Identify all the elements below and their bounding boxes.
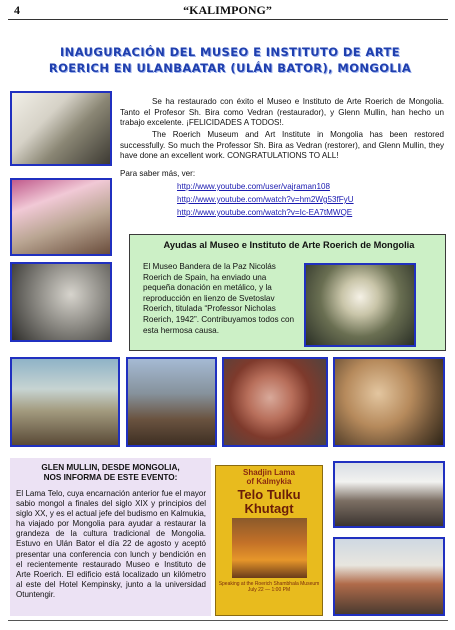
- mullin-heading-line2: NOS INFORMA DE ESTE EVENTO:: [43, 473, 178, 482]
- running-title: “KALIMPONG”: [183, 3, 272, 17]
- youtube-link-3[interactable]: http://www.youtube.com/watch?v=Ic-EA7tMWQE: [177, 208, 353, 217]
- footer-rule: [8, 620, 448, 621]
- aid-box-title: Ayudas al Museo e Instituto de Arte Roerich de Mongolia: [163, 240, 415, 250]
- poster-name2: Khutagt: [244, 501, 294, 516]
- paragraph-english: The Roerich Museum and Art Institute in Mongolia has been restored successfully. So much the Professor Sh. Bira as Vedran (restorer), and Glenn Mullin, they have done an excellent work. CONGRATULATIONS TO ALL!: [120, 130, 444, 161]
- more-info-label: Para saber más, ver:: [120, 169, 196, 178]
- photo-crowd-outside: [333, 537, 445, 616]
- youtube-link-2[interactable]: http://www.youtube.com/watch?v=hm2Wg53fFyU: [177, 195, 354, 204]
- photo-museum-exterior: [333, 461, 445, 528]
- poster-name1: Telo Tulku: [237, 487, 301, 502]
- photo-lama-blessing: [10, 178, 112, 256]
- poster-line1: Shadjin Lama: [242, 468, 295, 477]
- photo-glenn-mullin: [222, 357, 328, 447]
- article-title-line1: INAUGURACIÓN DEL MUSEO E INSTITUTO DE ARTE: [60, 45, 400, 59]
- photo-roerich-portrait: [10, 357, 120, 447]
- poster-subtitle: [215, 468, 323, 486]
- mullin-box-text: El Lama Telo, cuya encarnación anterior fue el mayor sabio mongol a finales del siglo XIX y principios del siglo XX, y es el actual jefe del budismo en Kalmukia, ha viajado por Mongolia para ayudar a restaurar la grandeza de la cultura tradicional de Mongolia. Estuvo en Ulán Bator el día 22 de agosto y aceptó presentar una conferencia con lunch y bendición en el recientemente restaurado Museo e Instituto de Arte Roerich. El edificio está localizado un kilómetro al este del Hotel Kempinsky, junto a la universidad Otuntengir.: [16, 489, 206, 599]
- photo-historical-bw: [10, 262, 112, 342]
- paragraph-spanish: Se ha restaurado con éxito el Museo e Instituto de Arte Roerich de Mongolia. Tanto el Profesor Sh. Bira como Vedran (restaurador), y Glenn Mullin, han hecho un trabajo excelente. ¡FELICIDADES A TODOS!.: [120, 97, 444, 128]
- mullin-heading-line1: GLEN MULLIN, DESDE MONGOLIA,: [41, 463, 180, 472]
- mullin-box-heading: [14, 463, 207, 483]
- article-title: [20, 44, 440, 76]
- photo-museum-building: [126, 357, 217, 447]
- poster-photo: [232, 518, 307, 578]
- page-number: 4: [14, 3, 20, 17]
- poster-line2: of Kalmykia: [246, 477, 292, 486]
- header-rule: [8, 19, 448, 20]
- article-title-line2: ROERICH EN ULANBAATAR (ULÁN BATOR), MONGOLIA: [48, 61, 412, 75]
- photo-elder-portrait: [333, 357, 445, 447]
- aid-box-text: El Museo Bandera de la Paz Nicolás Roerich de Spain, ha enviado una pequeña donación en metálico, y la reproducción en lienzo de Svetoslav Roerich, titulada “Professor Nicholas Roerich, 1942”. Contribuyamos todos con esta hermosa causa.: [143, 262, 295, 335]
- youtube-link-1[interactable]: http://www.youtube.com/user/vajraman108: [177, 182, 330, 191]
- photo-roerich-painting: [304, 263, 416, 347]
- photo-men-at-event: [10, 91, 112, 166]
- poster-footer: Speaking at the Roerich Shambhala Museum July 22 — 1:00 PM: [218, 581, 320, 593]
- poster-name: [215, 488, 323, 516]
